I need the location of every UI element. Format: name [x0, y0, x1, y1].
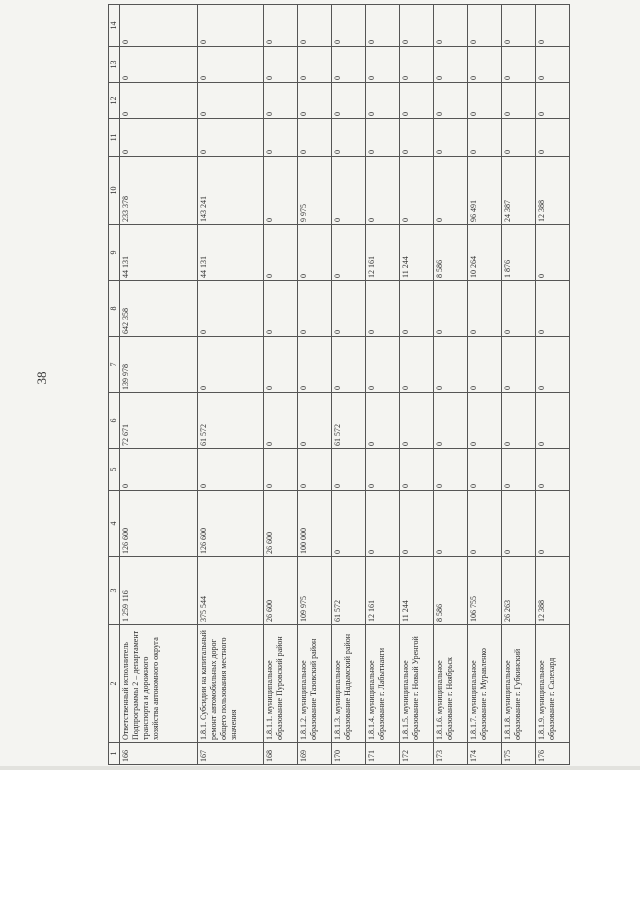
row-number-cell: 173 [434, 743, 468, 765]
value-cell: 0 [502, 491, 536, 557]
column-header: 13 [109, 47, 120, 83]
page-edge [0, 766, 640, 770]
row-number-cell: 169 [298, 743, 332, 765]
value-cell: 12 388 [536, 557, 570, 625]
column-header: 7 [109, 337, 120, 393]
value-cell: 9 975 [298, 157, 332, 225]
row-number-cell: 172 [400, 743, 434, 765]
value-cell: 0 [298, 119, 332, 157]
value-cell: 0 [264, 47, 298, 83]
value-cell: 0 [366, 119, 400, 157]
value-cell: 0 [434, 5, 468, 47]
value-cell: 0 [400, 83, 434, 119]
value-cell: 233 378 [120, 157, 198, 225]
value-cell: 106 755 [468, 557, 502, 625]
value-cell: 0 [536, 337, 570, 393]
value-cell: 0 [400, 337, 434, 393]
value-cell: 0 [298, 225, 332, 281]
value-cell: 8 586 [434, 557, 468, 625]
value-cell: 0 [536, 281, 570, 337]
row-number-cell: 170 [332, 743, 366, 765]
item-name-cell: 1.8.1.8. муниципальное образование г. Губкинский [502, 625, 536, 743]
value-cell: 0 [264, 337, 298, 393]
row-number-cell: 168 [264, 743, 298, 765]
value-cell: 0 [264, 449, 298, 491]
value-cell: 0 [198, 47, 264, 83]
table-row [264, 5, 298, 765]
value-cell: 139 978 [120, 337, 198, 393]
value-cell: 126 600 [198, 491, 264, 557]
value-cell: 10 264 [468, 225, 502, 281]
value-cell: 0 [366, 449, 400, 491]
row-number-cell: 166 [120, 743, 198, 765]
value-cell: 0 [332, 225, 366, 281]
table-row [468, 5, 502, 765]
value-cell: 0 [502, 119, 536, 157]
value-cell: 0 [434, 337, 468, 393]
value-cell: 0 [434, 393, 468, 449]
value-cell: 0 [400, 393, 434, 449]
value-cell: 0 [434, 449, 468, 491]
value-cell: 0 [400, 119, 434, 157]
value-cell: 11 244 [400, 557, 434, 625]
value-cell: 8 586 [434, 225, 468, 281]
value-cell: 0 [468, 337, 502, 393]
value-cell: 0 [366, 491, 400, 557]
value-cell: 0 [264, 281, 298, 337]
value-cell: 375 544 [198, 557, 264, 625]
value-cell: 26 600 [264, 557, 298, 625]
item-name-cell: 1.8.1.1. муниципальное образование Пуровский район [264, 625, 298, 743]
column-header: 1 [109, 743, 120, 765]
value-cell: 0 [468, 119, 502, 157]
value-cell: 0 [502, 337, 536, 393]
value-cell: 12 161 [366, 225, 400, 281]
value-cell: 0 [536, 393, 570, 449]
value-cell: 1 876 [502, 225, 536, 281]
column-header: 5 [109, 449, 120, 491]
value-cell: 0 [502, 449, 536, 491]
value-cell: 61 572 [332, 393, 366, 449]
value-cell: 0 [366, 157, 400, 225]
value-cell: 24 387 [502, 157, 536, 225]
value-cell: 12 161 [366, 557, 400, 625]
value-cell: 0 [332, 157, 366, 225]
value-cell: 0 [536, 225, 570, 281]
item-name-cell: 1.8.1.3. муниципальное образование Надымский район [332, 625, 366, 743]
value-cell: 0 [332, 281, 366, 337]
value-cell: 0 [400, 449, 434, 491]
table-row [198, 5, 264, 765]
value-cell: 26 263 [502, 557, 536, 625]
value-cell: 143 241 [198, 157, 264, 225]
value-cell: 44 131 [120, 225, 198, 281]
value-cell: 0 [536, 449, 570, 491]
value-cell: 0 [298, 449, 332, 491]
value-cell: 0 [264, 83, 298, 119]
value-cell: 0 [434, 83, 468, 119]
value-cell: 0 [264, 225, 298, 281]
value-cell: 126 600 [120, 491, 198, 557]
value-cell: 0 [198, 119, 264, 157]
value-cell: 0 [332, 5, 366, 47]
value-cell: 0 [198, 337, 264, 393]
value-cell: 0 [468, 449, 502, 491]
table-row [332, 5, 366, 765]
value-cell: 0 [264, 119, 298, 157]
value-cell: 0 [434, 491, 468, 557]
row-number-cell: 171 [366, 743, 400, 765]
value-cell: 0 [332, 337, 366, 393]
value-cell: 0 [400, 281, 434, 337]
column-header: 10 [109, 157, 120, 225]
value-cell: 0 [502, 281, 536, 337]
value-cell: 0 [332, 449, 366, 491]
column-header: 6 [109, 393, 120, 449]
value-cell: 0 [434, 157, 468, 225]
column-header: 3 [109, 557, 120, 625]
value-cell: 0 [298, 281, 332, 337]
column-header: 14 [109, 5, 120, 47]
value-cell: 0 [120, 47, 198, 83]
item-name-cell: Ответственный исполнитель Подпрограммы 2 – департамент транспорта и дорожного хозяйства автономного округа [120, 625, 198, 743]
value-cell: 0 [298, 83, 332, 119]
value-cell: 0 [400, 47, 434, 83]
item-name-cell: 1.8.1.4. муниципальное образование г. Лабытнанги [366, 625, 400, 743]
value-cell: 0 [198, 281, 264, 337]
value-cell: 61 572 [198, 393, 264, 449]
table-row [434, 5, 468, 765]
value-cell: 44 131 [198, 225, 264, 281]
value-cell: 0 [332, 47, 366, 83]
table-row [298, 5, 332, 765]
value-cell: 0 [468, 491, 502, 557]
value-cell: 0 [120, 449, 198, 491]
column-header: 4 [109, 491, 120, 557]
item-name-cell: 1.8.1.9. муниципальное образование г. Салехард [536, 625, 570, 743]
rotated-table-area [108, 21, 618, 765]
value-cell: 0 [536, 491, 570, 557]
value-cell: 0 [502, 83, 536, 119]
value-cell: 0 [366, 47, 400, 83]
value-cell: 0 [264, 157, 298, 225]
value-cell: 0 [502, 393, 536, 449]
value-cell: 12 388 [536, 157, 570, 225]
value-cell: 0 [298, 393, 332, 449]
column-header: 9 [109, 225, 120, 281]
column-header: 11 [109, 119, 120, 157]
item-name-cell: 1.8.1.7. муниципальное образование г. Муравленко [468, 625, 502, 743]
table-row [400, 5, 434, 765]
value-cell: 0 [366, 281, 400, 337]
item-name-cell: 1.8.1.5. муниципальное образование г. Новый Уренгой [400, 625, 434, 743]
value-cell: 72 671 [120, 393, 198, 449]
value-cell: 26 600 [264, 491, 298, 557]
value-cell: 0 [536, 119, 570, 157]
value-cell: 0 [400, 157, 434, 225]
value-cell: 0 [366, 5, 400, 47]
column-header: 12 [109, 83, 120, 119]
value-cell: 11 244 [400, 225, 434, 281]
value-cell: 0 [536, 83, 570, 119]
value-cell: 0 [198, 449, 264, 491]
value-cell: 1 259 116 [120, 557, 198, 625]
row-number-cell: 167 [198, 743, 264, 765]
value-cell: 0 [400, 5, 434, 47]
value-cell: 0 [120, 119, 198, 157]
value-cell: 0 [400, 491, 434, 557]
row-number-cell: 175 [502, 743, 536, 765]
value-cell: 100 000 [298, 491, 332, 557]
header-row [109, 5, 120, 765]
row-number-cell: 174 [468, 743, 502, 765]
value-cell: 0 [298, 337, 332, 393]
value-cell: 0 [468, 5, 502, 47]
page-number: 38 [34, 371, 49, 385]
column-header: 2 [109, 625, 120, 743]
table-row [120, 5, 198, 765]
value-cell: 0 [502, 5, 536, 47]
value-cell: 0 [434, 119, 468, 157]
value-cell: 0 [366, 83, 400, 119]
budget-table [108, 4, 570, 765]
value-cell: 0 [468, 83, 502, 119]
column-header: 8 [109, 281, 120, 337]
value-cell: 0 [198, 5, 264, 47]
value-cell: 0 [120, 83, 198, 119]
table-row [366, 5, 400, 765]
item-name-cell: 1.8.1.6. муниципальное образование г. Ноябрьск [434, 625, 468, 743]
value-cell: 0 [298, 5, 332, 47]
value-cell: 61 572 [332, 557, 366, 625]
value-cell: 0 [198, 83, 264, 119]
table-row [502, 5, 536, 765]
value-cell: 0 [536, 47, 570, 83]
value-cell: 0 [332, 119, 366, 157]
value-cell: 0 [502, 47, 536, 83]
value-cell: 0 [366, 393, 400, 449]
table-row [536, 5, 570, 765]
value-cell: 0 [434, 281, 468, 337]
value-cell: 0 [120, 5, 198, 47]
value-cell: 0 [264, 393, 298, 449]
value-cell: 0 [264, 5, 298, 47]
table-body [120, 5, 570, 765]
value-cell: 642 358 [120, 281, 198, 337]
value-cell: 0 [332, 491, 366, 557]
value-cell: 109 975 [298, 557, 332, 625]
value-cell: 0 [468, 47, 502, 83]
value-cell: 0 [468, 393, 502, 449]
value-cell: 0 [298, 47, 332, 83]
value-cell: 96 491 [468, 157, 502, 225]
item-name-cell: 1.8.1. Субсидии на капитальный ремонт автомобильных дорог общего пользования местного значения [198, 625, 264, 743]
value-cell: 0 [434, 47, 468, 83]
value-cell: 0 [468, 281, 502, 337]
value-cell: 0 [332, 83, 366, 119]
table-container [108, 21, 618, 765]
item-name-cell: 1.8.1.2. муниципальное образование Тазовский район [298, 625, 332, 743]
value-cell: 0 [536, 5, 570, 47]
row-number-cell: 176 [536, 743, 570, 765]
value-cell: 0 [366, 337, 400, 393]
